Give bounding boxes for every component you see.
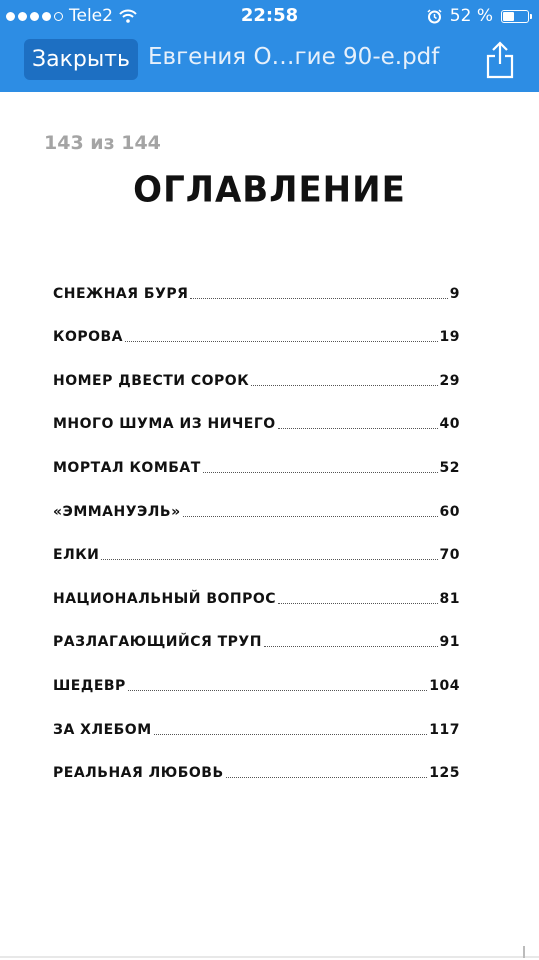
status-time: 22:58 [240, 5, 299, 26]
toc-leader-dots [264, 645, 438, 647]
toc-entry-title: ЕЛКИ [53, 547, 100, 564]
toc-entry-page: 117 [429, 721, 460, 738]
toc-entry[interactable] [53, 446, 460, 490]
nav-bar [0, 32, 539, 92]
toc-entry[interactable] [53, 664, 460, 708]
toc-entry[interactable] [53, 708, 460, 752]
toc-entry-page: 91 [439, 634, 460, 651]
top-bar [0, 0, 539, 92]
toc-entry-title: МОРТАЛ КОМБАТ [53, 459, 201, 476]
toc-entry[interactable] [53, 752, 460, 796]
toc-entry-page: 29 [439, 372, 460, 389]
toc-entry-title: НОМЕР ДВЕСТИ СОРОК [53, 372, 250, 389]
toc-entry[interactable] [53, 403, 460, 447]
toc-heading: ОГЛАВЛЕНИЕ [133, 169, 406, 211]
toc-entry[interactable] [53, 490, 460, 534]
toc-entry-title: СНЕЖНАЯ БУРЯ [53, 285, 189, 302]
toc-entry[interactable] [53, 316, 460, 360]
page-counter: 143 из 144 [44, 132, 161, 154]
toc-leader-dots [183, 515, 438, 517]
toc-entry[interactable] [53, 621, 460, 665]
toc-entry-title: НАЦИОНАЛЬНЫЙ ВОПРОС [53, 590, 277, 607]
toc-leader-dots [226, 776, 428, 778]
battery-percent: 52 % [449, 6, 493, 26]
scroll-indicator [0, 956, 539, 958]
toc-entry-page: 104 [429, 677, 460, 694]
document-title: Евгения О…гие 90-е.pdf [148, 44, 440, 70]
toc-entry-page: 81 [439, 590, 460, 607]
carrier-name: Tele2 [69, 6, 113, 26]
toc-entry-title: РЕАЛЬНАЯ ЛЮБОВЬ [53, 765, 224, 782]
status-right [427, 6, 529, 26]
toc-leader-dots [278, 602, 437, 604]
battery-icon [501, 10, 529, 23]
toc-leader-dots [125, 340, 438, 342]
toc-leader-dots [190, 297, 447, 299]
toc-entry[interactable] [53, 272, 460, 316]
battery-fill [503, 12, 514, 21]
toc-entry[interactable] [53, 534, 460, 578]
toc-entry-page: 125 [429, 765, 460, 782]
toc-entry-title: КОРОВА [53, 329, 124, 346]
share-icon[interactable] [483, 40, 517, 80]
toc-leader-dots [278, 427, 438, 429]
toc-leader-dots [101, 558, 437, 560]
toc-entry-title: РАЗЛАГАЮЩИЙСЯ ТРУП [53, 634, 262, 651]
toc-entry-page: 19 [439, 329, 460, 346]
toc-entry-page: 52 [439, 459, 460, 476]
toc-entry-title: «ЭММАНУЭЛЬ» [53, 503, 181, 520]
toc-entry-title: ШЕДЕВР [53, 677, 126, 694]
close-button[interactable]: Закрыть [24, 39, 138, 80]
status-bar [0, 0, 539, 32]
toc-entry[interactable] [53, 577, 460, 621]
toc-entry[interactable] [53, 359, 460, 403]
toc-entry-page: 60 [439, 503, 460, 520]
toc-leader-dots [251, 384, 437, 386]
toc-entry-page: 9 [449, 285, 460, 302]
toc-leader-dots [128, 689, 427, 691]
toc-entry-title: ЗА ХЛЕБОМ [53, 721, 152, 738]
alarm-icon [427, 9, 442, 24]
toc-leader-dots [203, 471, 438, 473]
toc-leader-dots [154, 733, 428, 735]
toc-entry-page: 70 [439, 547, 460, 564]
toc-entry-page: 40 [439, 416, 460, 433]
toc-entry-title: МНОГО ШУМА ИЗ НИЧЕГО [53, 416, 276, 433]
table-of-contents [53, 272, 460, 795]
